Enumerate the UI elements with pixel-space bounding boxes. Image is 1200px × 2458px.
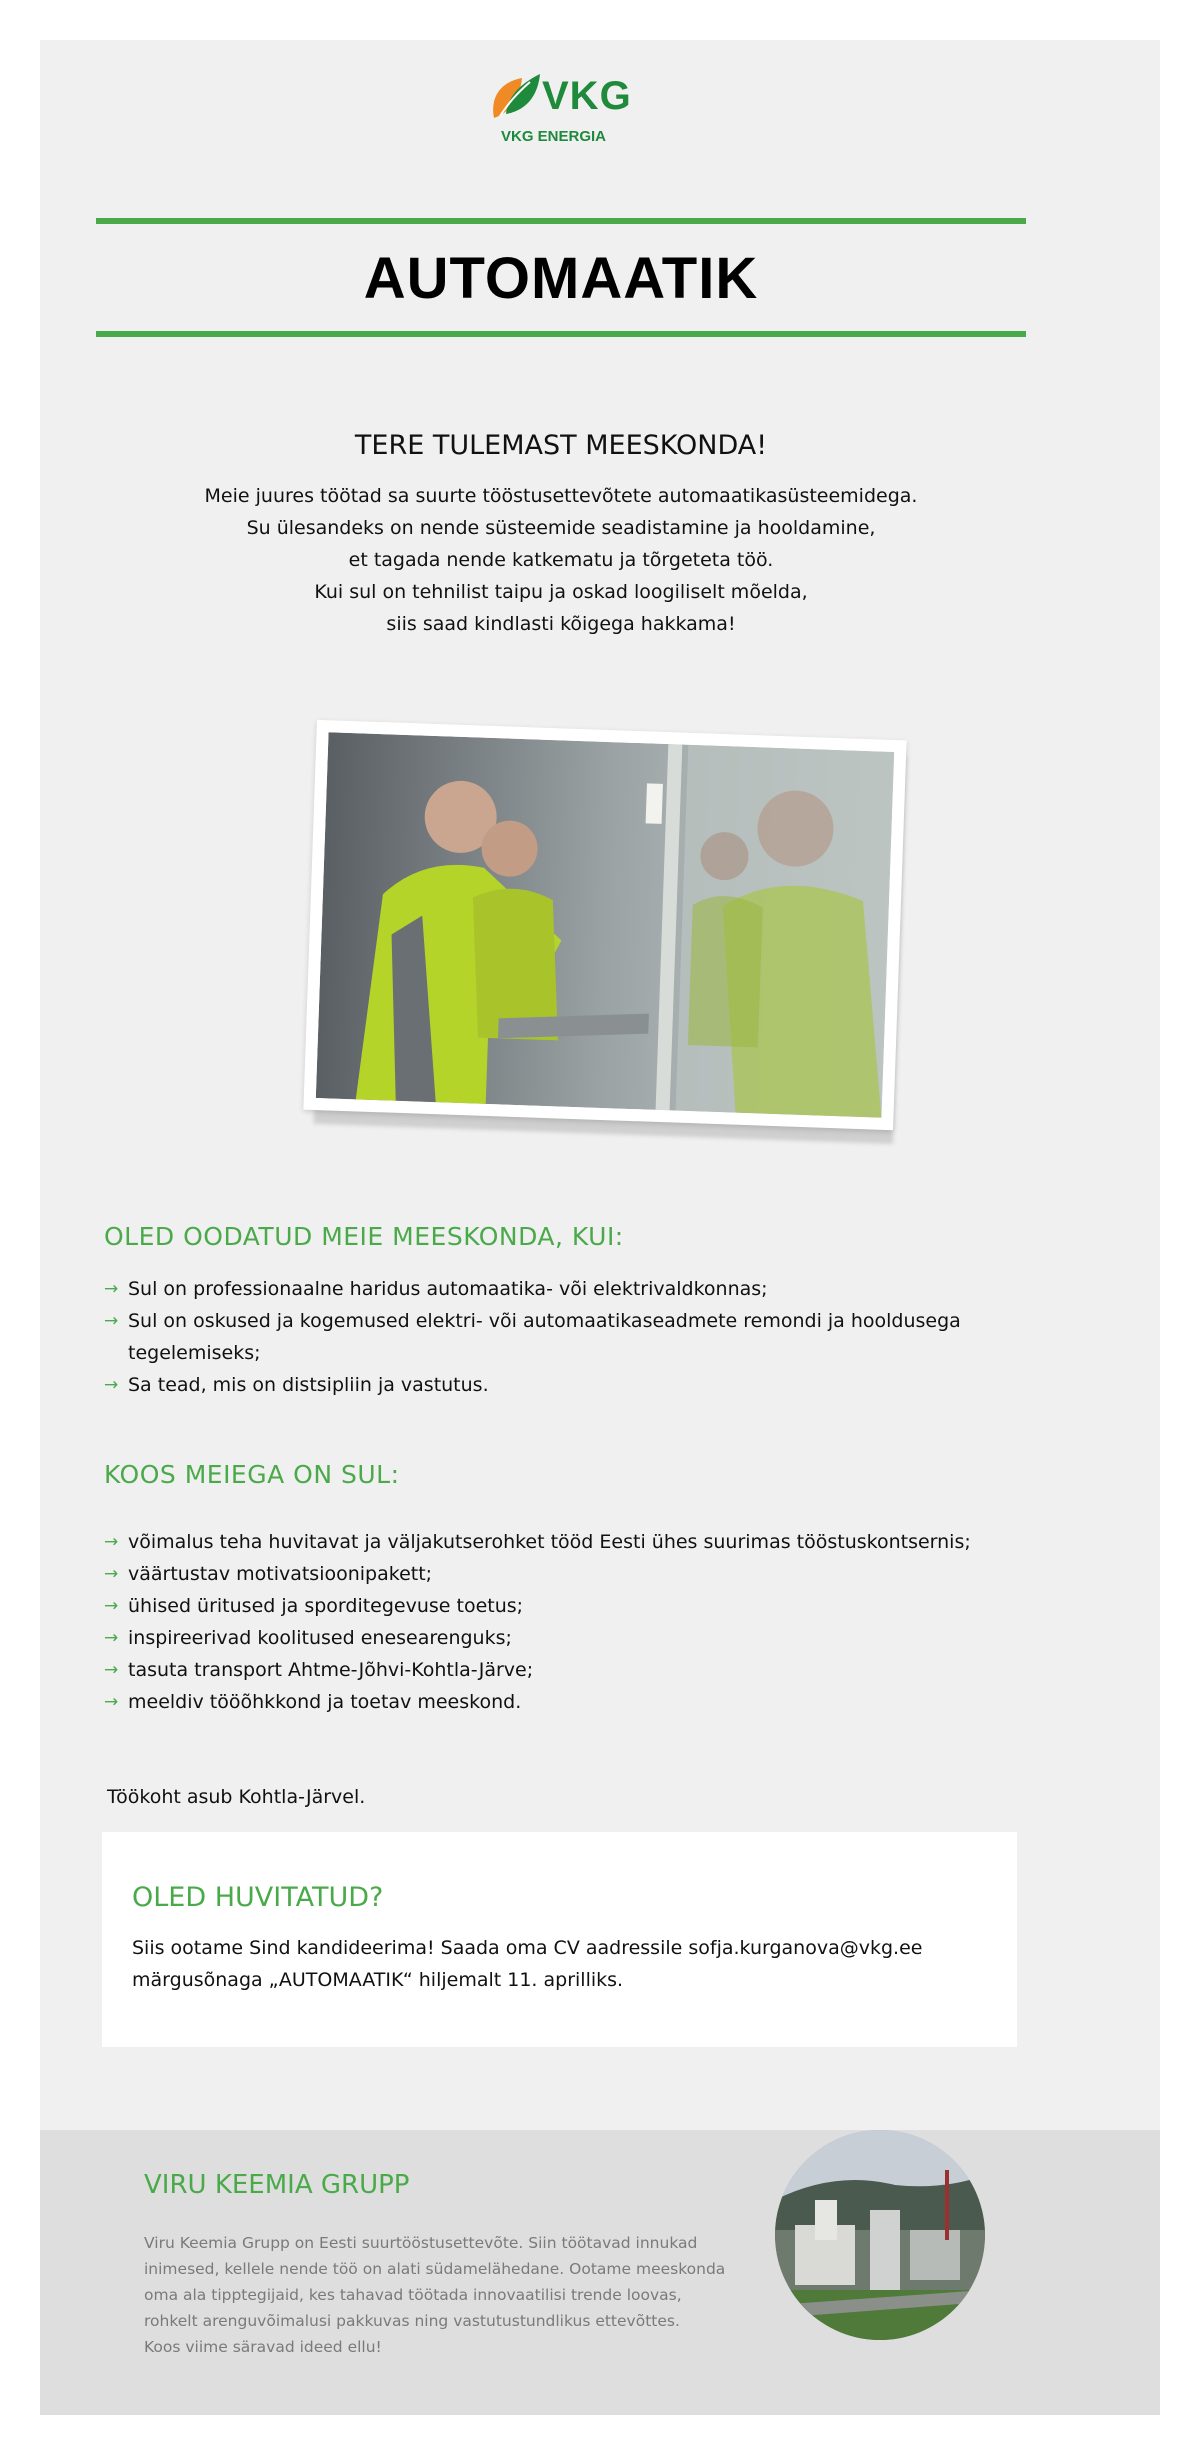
arrow-right-icon: → <box>104 1564 119 1584</box>
list-item-text: inspireerivad koolitused enesearenguks; <box>128 1627 512 1649</box>
welcome-heading: TERE TULEMAST MEESKONDA! <box>354 430 768 461</box>
list-item-text: väärtustav motivatsioonipakett; <box>128 1563 433 1585</box>
apply-heading: OLED HUVITATUD? <box>132 1882 384 1913</box>
benefits-heading: KOOS MEIEGA ON SUL: <box>104 1460 400 1489</box>
list-item-text: Sa tead, mis on distsipliin ja vastutus. <box>128 1374 489 1396</box>
list-item-text: meeldiv tööõhkkond ja toetav meeskond. <box>128 1691 522 1713</box>
arrow-right-icon: → <box>104 1596 119 1616</box>
intro-line: Su ülesandeks on nende süsteemide seadistamine ja hooldamine, <box>246 517 876 539</box>
list-item-text: Sul on oskused ja kogemused elektri- või automaatikaseadmete remondi ja hooldusega tegelemiseks; <box>128 1310 961 1364</box>
plant-image <box>775 2130 985 2340</box>
intro-line: siis saad kindlasti kõigega hakkama! <box>386 613 736 635</box>
apply-text: Siis ootame Sind kandideerima! Saada oma CV aadressile sofja.kurganova@vkg.ee märgusõnaga „AUTOMAATIK“ hiljemalt 11. aprilliks. <box>132 1937 923 1991</box>
arrow-right-icon: → <box>104 1692 119 1712</box>
list-item-text: võimalus teha huvitavat ja väljakutserohket tööd Eesti ühes suurimas tööstuskontsernis; <box>128 1531 971 1553</box>
arrow-right-icon: → <box>104 1660 119 1680</box>
requirements-heading: OLED OODATUD MEIE MEESKONDA, KUI: <box>104 1222 624 1251</box>
intro-line: Meie juures töötad sa suurte tööstusettevõtete automaatikasüsteemidega. <box>204 485 918 507</box>
company-description-line: rohkelt arenguvõimalusi pakkuvas ning vastutustundlikus ettevõttes. <box>144 2312 680 2330</box>
page-title: AUTOMAATIK <box>363 246 759 311</box>
company-description-line: Viru Keemia Grupp on Eesti suurtööstusettevõte. Siin töötavad innukad <box>144 2234 698 2252</box>
company-footer <box>40 2130 1160 2415</box>
logo-subtitle: VKG ENERGIA <box>501 128 607 145</box>
company-description <box>144 2230 734 2360</box>
company-heading: VIRU KEEMIA GRUPP <box>144 2170 410 2200</box>
company-description-line: oma ala tipptegijaid, kes tahavad töötada innovaatilisi trende loovas, <box>144 2286 682 2304</box>
list-item-text: tasuta transport Ahtme-Jõhvi-Kohtla-Järve; <box>128 1659 534 1681</box>
company-description-line: Koos viime säravad ideed ellu! <box>144 2338 382 2356</box>
arrow-right-icon: → <box>104 1279 119 1299</box>
arrow-right-icon: → <box>104 1311 119 1331</box>
intro-line: et tagada nende katkematu ja tõrgeteta töö. <box>348 549 774 571</box>
plant-photo <box>775 2130 985 2340</box>
list-item-text: ühised üritused ja sporditegevuse toetus; <box>128 1595 524 1617</box>
location-text: Töökoht asub Kohtla-Järvel. <box>107 1786 366 1808</box>
arrow-right-icon: → <box>104 1532 119 1552</box>
company-description-line: inimesed, kellele nende töö on alati südamelähedane. Ootame meeskonda <box>144 2260 726 2278</box>
intro-line: Kui sul on tehnilist taipu ja oskad loogiliselt mõelda, <box>314 581 808 603</box>
arrow-right-icon: → <box>104 1375 119 1395</box>
arrow-right-icon: → <box>104 1628 119 1648</box>
page-inner <box>40 40 1160 2415</box>
logo-brand: VKG <box>542 74 632 118</box>
list-item-text: Sul on professionaalne haridus automaatika- või elektrivaldkonnas; <box>128 1278 768 1300</box>
